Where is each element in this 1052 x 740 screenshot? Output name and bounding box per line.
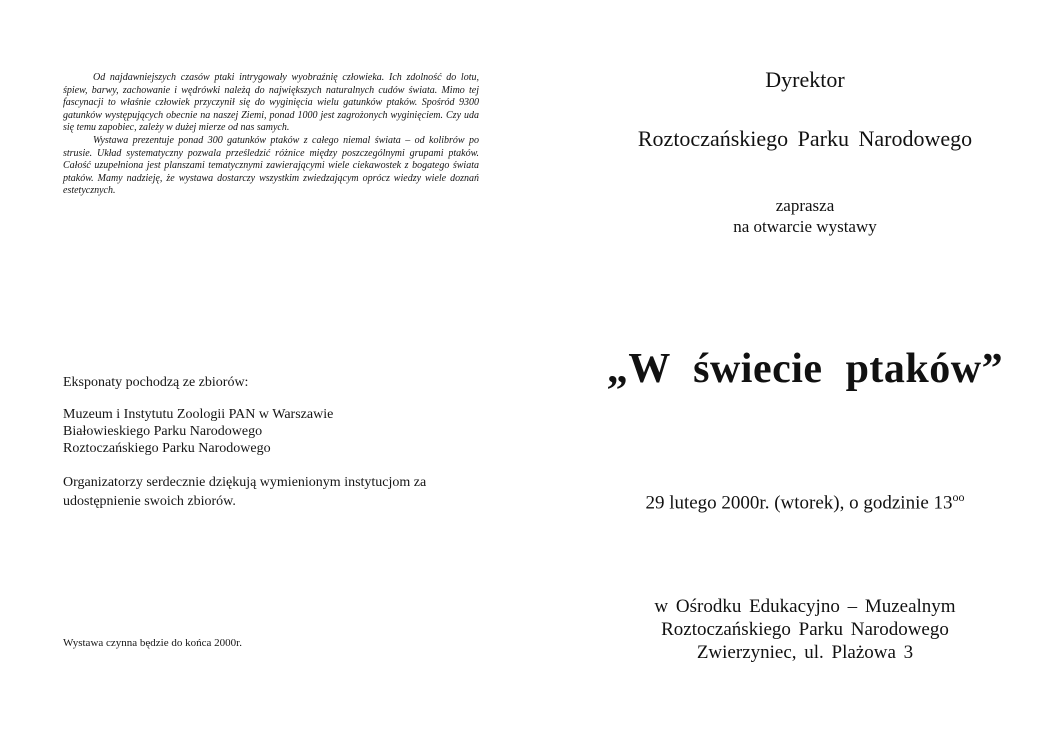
exhibits-heading: Eksponaty pochodzą ze zbiorów: [63,375,249,390]
park-name: Roztoczańskiego Parku Narodowego [637,126,973,151]
exhibits-section [63,374,483,511]
event-date-text: 29 lutego 2000r. (wtorek), o godzinie 13 [645,492,953,514]
invitation-text [560,195,1050,237]
source-item: Białowieskiego Parku Narodowego [63,424,263,439]
location-line-1: w Ośrodku Edukacyjno – Muzealnym [654,596,956,617]
event-location [560,595,1050,664]
invites-line-2: na otwarcie wystawy [733,217,877,236]
source-item: Muzeum i Instytutu Zoologii PAN w Warszawie [63,407,334,422]
thanks-note: Organizatorzy serdecznie dziękują wymienionym instytucjom za udostępnienie swoich zbiorów. [63,475,427,509]
location-line-2: Roztoczańskiego Parku Narodowego [661,619,949,640]
invites-line-1: zaprasza [775,196,835,215]
event-date [560,490,1050,514]
exhibition-title: „W świecie ptaków” [606,346,1004,392]
source-item: Roztoczańskiego Parku Narodowego [63,441,271,456]
intro-paragraph-2: Wystawa prezentuje ponad 300 gatunków ptaków z całego niemal świata – od kolibrów po strusie. Układ systematyczny pozwala prześledzić różnice między poszczególnymi grupami ptaków. Całość uzupełniona jest planszami tematycznymi zawierającymi wiele ciekawostek z bogatego świata ptaków. Mamy nadzieję, że wystawa dostarczy wszystkim zwiedzającym oprócz wiedzy wiele doznań estetycznych. [63,134,479,197]
closing-date-note: Wystawa czynna będzie do końca 2000r. [63,637,242,649]
director-heading: Dyrektor [765,67,845,92]
event-time-minutes: oo [952,490,965,504]
location-line-3: Zwierzyniec, ul. Plażowa 3 [696,642,914,663]
intro-text [63,72,479,198]
intro-paragraph-1: Od najdawniejszych czasów ptaki intrygowały wyobraźnię człowieka. Ich zdolność do lotu, śpiew, barwy, zachowanie i wędrówki należą do największych naturalnych cudów świata. Mimo tej fascynacji to właśnie człowiek przyczynił się do wyginięcia wielu gatunków ptaków. Spośród 9300 gatunków występujących obecnie na naszej Ziemi, ponad 1000 jest zagrożonych wyginięciem. Czy uda się temu zapobiec, zależy w dużej mierze od nas samych. [63,72,479,134]
